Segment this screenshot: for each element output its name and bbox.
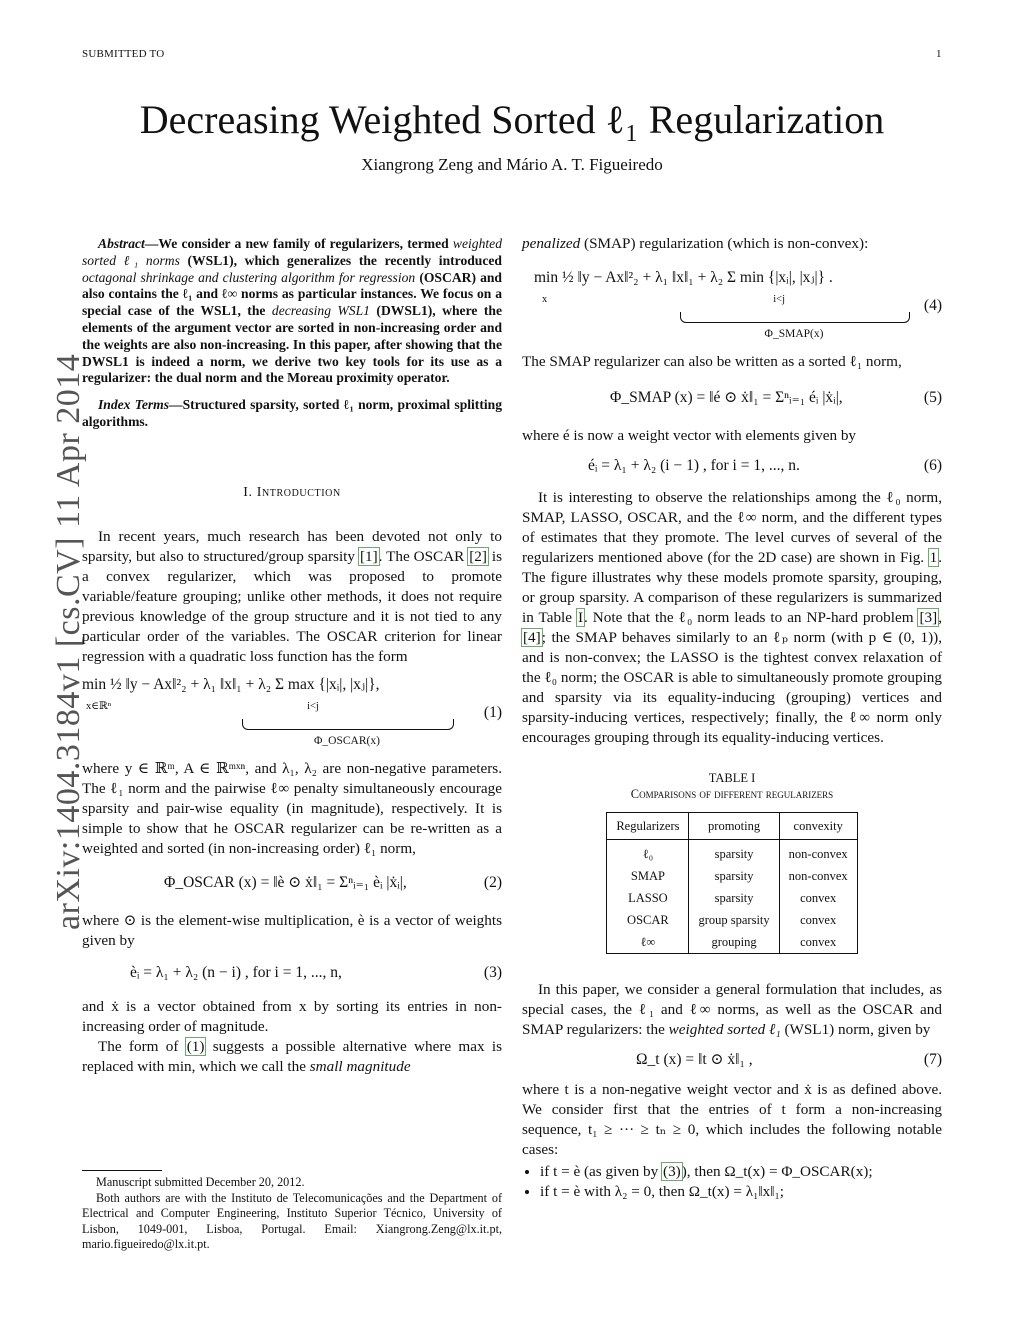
table-row bbox=[607, 865, 857, 887]
comparison-paragraph bbox=[522, 488, 942, 748]
equation-6-text: éᵢ = λ₁ + λ₂ (i − 1) , for i = 1, ..., n. bbox=[588, 457, 800, 474]
page-number: 1 bbox=[936, 48, 942, 60]
equation-2 bbox=[82, 873, 502, 893]
equation-number: (6) bbox=[923, 457, 942, 474]
underbrace-label: Φ_OSCAR(x) bbox=[314, 734, 380, 747]
table-header-row bbox=[607, 813, 857, 840]
comparison-table bbox=[606, 812, 857, 954]
equation-7-text: Ω_t (x) = ‖t ⊙ ẋ‖₁ , bbox=[636, 1050, 753, 1068]
citation-link[interactable]: [4] bbox=[523, 629, 541, 646]
table-cell: ℓ₀ bbox=[607, 843, 689, 865]
wsl1-paragraph bbox=[522, 980, 942, 1040]
table-cell: group sparsity bbox=[689, 909, 779, 931]
table-row bbox=[607, 909, 857, 931]
table-cell: OSCAR bbox=[607, 909, 689, 931]
body-text: (SMAP) regularization (which is non-convex): bbox=[580, 235, 869, 252]
table-cell: LASSO bbox=[607, 887, 689, 909]
body-text: In this paper, we consider a general formulation that includes, as special cases, the ℓ₁ and ℓ∞ norms, as well as the OSCAR and SMAP regularizers: the bbox=[522, 980, 942, 1038]
equation-1-body bbox=[82, 675, 454, 751]
equation-1-subscript: x∈ℝⁿ bbox=[86, 700, 112, 712]
body-text: . Note that the ℓ₀ norm leads to an NP-hard problem bbox=[584, 609, 919, 626]
section-title: Introduction bbox=[256, 484, 341, 500]
equation-number: (1) bbox=[483, 703, 502, 721]
equation-2-text: Φ_OSCAR (x) = ‖è ⊙ ẋ‖₁ = Σⁿᵢ₌₁ èᵢ |ẋᵢ|, bbox=[164, 873, 407, 891]
intro-paragraph-1 bbox=[82, 527, 502, 667]
body-text: It is interesting to observe the relationships among the ℓ₀ norm, SMAP, LASSO, OSCAR, and the ℓ∞ norm, and the different types of estimates that they promote. The level curves of several of the regularizers mentioned above (for the 2D case) are shown in Fig. bbox=[522, 489, 942, 566]
table-header-cell: promoting bbox=[689, 813, 779, 840]
figure-link[interactable]: 1 bbox=[929, 549, 938, 566]
body-text: if t = è (as given by bbox=[540, 1162, 663, 1180]
right-column bbox=[522, 234, 942, 1202]
intro-paragraph-3: where ⊙ is the element-wise multiplication, è is a vector of weights given by bbox=[82, 911, 502, 949]
table-cell: ℓ∞ bbox=[607, 931, 689, 954]
body-text-italic: small magnitude bbox=[309, 1057, 411, 1075]
equation-1-text: min ½ ‖y − Ax‖²₂ + λ₁ ‖x‖₁ + λ₂ Σ max {|xᵢ|, |xⱼ|}, bbox=[82, 675, 380, 693]
equation-number: (7) bbox=[923, 1050, 942, 1068]
equation-3-text: èᵢ = λ₁ + λ₂ (n − i) , for i = 1, ..., n, bbox=[130, 963, 342, 981]
abstract-text: (DWSL1), where the elements of the argument vector are sorted in non-increasing order and the weights are also non-increasing. In this paper, after showing that the DWSL1 is indeed a norm, we derive two key tools for its use as a regularizer: the dual norm and the Moreau proximity operator. bbox=[82, 303, 502, 386]
abstract-text: We consider a new family of regularizers, termed bbox=[158, 236, 449, 251]
equation-number: (5) bbox=[923, 389, 942, 406]
equation-number: (3) bbox=[483, 963, 502, 981]
footnote bbox=[82, 1170, 502, 1253]
abstract-text: (OSCAR) and also contains the ℓ₁ and ℓ∞ norms as particular instances. We focus on a special case of the WSL1, the bbox=[82, 269, 502, 319]
equation-4-text: min ½ ‖y − Ax‖²₂ + λ₁ ‖x‖₁ + λ₂ Σ min {|xᵢ|, |xⱼ|} . bbox=[534, 269, 833, 286]
table-cell: convex bbox=[779, 931, 857, 954]
running-header: SUBMITTED TO bbox=[82, 48, 165, 60]
table-cell: sparsity bbox=[689, 865, 779, 887]
body-text: ), then Ω_t(x) = Φ_OSCAR(x); bbox=[681, 1162, 873, 1180]
list-item: • if t = è with λ₂ = 0, then Ω_t(x) = λ₁‖x‖₁; bbox=[540, 1182, 942, 1202]
abstract-text: (WSL1), which generalizes the recently introduced bbox=[179, 252, 502, 268]
body-text: , bbox=[938, 609, 942, 626]
intro-paragraph-2: where y ∈ ℝᵐ, A ∈ ℝᵐˣⁿ, and λ₁, λ₂ are non-negative parameters. The ℓ₁ norm and the pairwise ℓ∞ penalty simultaneously encourage sparsity and pair-wise equality (in magnitude), respectively. It is simple to show that he OSCAR regularizer can be re-written as a weighted and sorted (in non-increasing order) ℓ₁ norm, bbox=[82, 759, 502, 857]
citation-link[interactable]: [1] bbox=[359, 547, 378, 565]
equation-4-sum-subscript: i<j bbox=[773, 294, 786, 305]
left-column bbox=[82, 236, 502, 1077]
paper-authors: Xiangrong Zeng and Mário A. T. Figueiredo bbox=[361, 155, 663, 174]
abstract-term: octagonal shrinkage and clustering algorithm for regression bbox=[82, 269, 416, 285]
footnote-manuscript: Manuscript submitted December 20, 2012. bbox=[96, 1175, 305, 1189]
table-header-cell: Regularizers bbox=[607, 813, 689, 840]
smap-intro bbox=[522, 234, 942, 254]
smap-sorted-text: The SMAP regularizer can also be written as a sorted ℓ₁ norm, bbox=[522, 353, 902, 370]
abstract-term: decreasing WSL1 bbox=[271, 303, 370, 319]
footnote-affiliation: Both authors are with the Instituto de Telecomunicações and the Department of Electrical and Computer Engineering, Instituto Superior Técnico, University of Lisbon, 1049-001, Lisboa, Portugal. Email: Xiangrong.Zeng@lx.it.pt, mario.figueiredo@lx.it.pt. bbox=[82, 1190, 502, 1251]
table-cell: convex bbox=[779, 909, 857, 931]
weight-vector-text: where é is now a weight vector with elements given by bbox=[522, 427, 857, 444]
equation-4-subscript: x bbox=[542, 294, 548, 305]
table-cell: sparsity bbox=[689, 887, 779, 909]
equation-number: (4) bbox=[923, 297, 942, 314]
section-numeral: I. bbox=[243, 484, 257, 500]
table-cell: convex bbox=[779, 887, 857, 909]
abstract bbox=[82, 236, 502, 387]
equation-3 bbox=[82, 963, 502, 983]
section-heading bbox=[82, 483, 502, 503]
underbrace bbox=[242, 719, 454, 730]
body-text: ; the SMAP behaves similarly to an ℓₚ norm (with p ∈ (0, 1)), and is non-convex; the LASSO is the tightest convex relaxation of the ℓ₀ norm; the OSCAR is able to simultaneously promote grouping and sparsity via its equality-inducing (grouping) vertices and sparsity-inducing vertices, respectively; finally, the ℓ∞ norm only encourages grouping through its equality-inducing vertices. bbox=[522, 629, 942, 746]
table-cell: SMAP bbox=[607, 865, 689, 887]
table-1 bbox=[522, 770, 942, 954]
abstract-label: Abstract— bbox=[98, 236, 159, 251]
body-text: (WSL1) norm, given by bbox=[780, 1020, 931, 1038]
table-row bbox=[607, 887, 857, 909]
arxiv-identifier: arXiv:1404.3184v1 [cs.CV] 11 Apr 2014 bbox=[50, 353, 87, 930]
body-text: . The OSCAR bbox=[378, 547, 469, 565]
intro-paragraph-5 bbox=[82, 1037, 502, 1077]
abstract-term: weighted sorted ℓ₁ norms bbox=[82, 236, 502, 268]
equation-4 bbox=[522, 268, 942, 344]
paper-title: Decreasing Weighted Sorted ℓ₁ Regularization bbox=[139, 97, 885, 142]
table-cell: non-convex bbox=[779, 865, 857, 887]
underbrace bbox=[680, 312, 910, 323]
equation-1-sum-subscript: i<j bbox=[307, 700, 319, 712]
index-terms-label: Index Terms— bbox=[98, 397, 183, 413]
citation-link[interactable]: [2] bbox=[469, 547, 487, 565]
equation-link[interactable]: (1) bbox=[186, 1037, 205, 1055]
equation-5-text: Φ_SMAP (x) = ‖é ⊙ ẋ‖₁ = Σⁿᵢ₌₁ éᵢ |ẋᵢ|, bbox=[610, 389, 843, 406]
footnote-rule bbox=[82, 1170, 162, 1171]
table-row bbox=[607, 931, 857, 954]
notable-cases-list bbox=[522, 1162, 942, 1202]
equation-link[interactable]: (3) bbox=[663, 1162, 681, 1180]
body-text: is a convex regularizer, which was proposed to promote variable/feature grouping; unlike other methods, it does not require previous knowledge of the group structure and it is not tied to any particular order of the variables. The OSCAR criterion for linear regression with a quadratic loss function has the form bbox=[82, 547, 502, 665]
table-cell: grouping bbox=[689, 931, 779, 954]
body-text-italic: weighted sorted ℓ₁ bbox=[668, 1020, 781, 1038]
table-header-cell: convexity bbox=[779, 813, 857, 840]
weight-definition-paragraph: where t is a non-negative weight vector and ẋ is as defined above. We consider first that the entries of t form a non-increasing sequence, t₁ ≥ ··· ≥ tₙ ≥ 0, which includes the following notable cases: bbox=[522, 1080, 942, 1158]
index-terms bbox=[82, 397, 502, 431]
body-text: . The figure illustrates why these models promote sparsity, grouping, or group sparsity. A comparison of these regularizers is summarized in Table bbox=[522, 549, 942, 626]
body-text: suggests a possible alternative where max is replaced with min, which we call the bbox=[82, 1037, 502, 1075]
equation-7 bbox=[522, 1050, 942, 1070]
intro-paragraph-4: and ẋ is a vector obtained from x by sorting its entries in non-increasing order of magnitude. bbox=[82, 997, 502, 1035]
equation-number: (2) bbox=[483, 873, 502, 891]
table-row bbox=[607, 843, 857, 865]
equation-1 bbox=[82, 675, 502, 751]
table-label: TABLE I bbox=[708, 771, 756, 785]
body-text: In recent years, much research has been devoted not only to sparsity, but also to structured/group sparsity bbox=[82, 527, 502, 565]
underbrace-label: Φ_SMAP(x) bbox=[764, 328, 824, 340]
equation-6 bbox=[522, 456, 942, 476]
list-item bbox=[540, 1162, 942, 1182]
body-text-italic: penalized bbox=[522, 235, 581, 252]
index-terms-text: Structured sparsity, sorted ℓ₁ norm, proximal splitting algorithms. bbox=[82, 397, 502, 429]
table-caption: Comparisons of different regularizers bbox=[630, 787, 834, 801]
table-cell: non-convex bbox=[779, 843, 857, 865]
equation-5 bbox=[522, 388, 942, 408]
table-link[interactable]: I bbox=[577, 609, 584, 626]
body-text: The form of bbox=[98, 1037, 186, 1055]
equation-4-body bbox=[534, 268, 910, 344]
table-cell: sparsity bbox=[689, 843, 779, 865]
citation-link[interactable]: [3] bbox=[919, 609, 938, 626]
